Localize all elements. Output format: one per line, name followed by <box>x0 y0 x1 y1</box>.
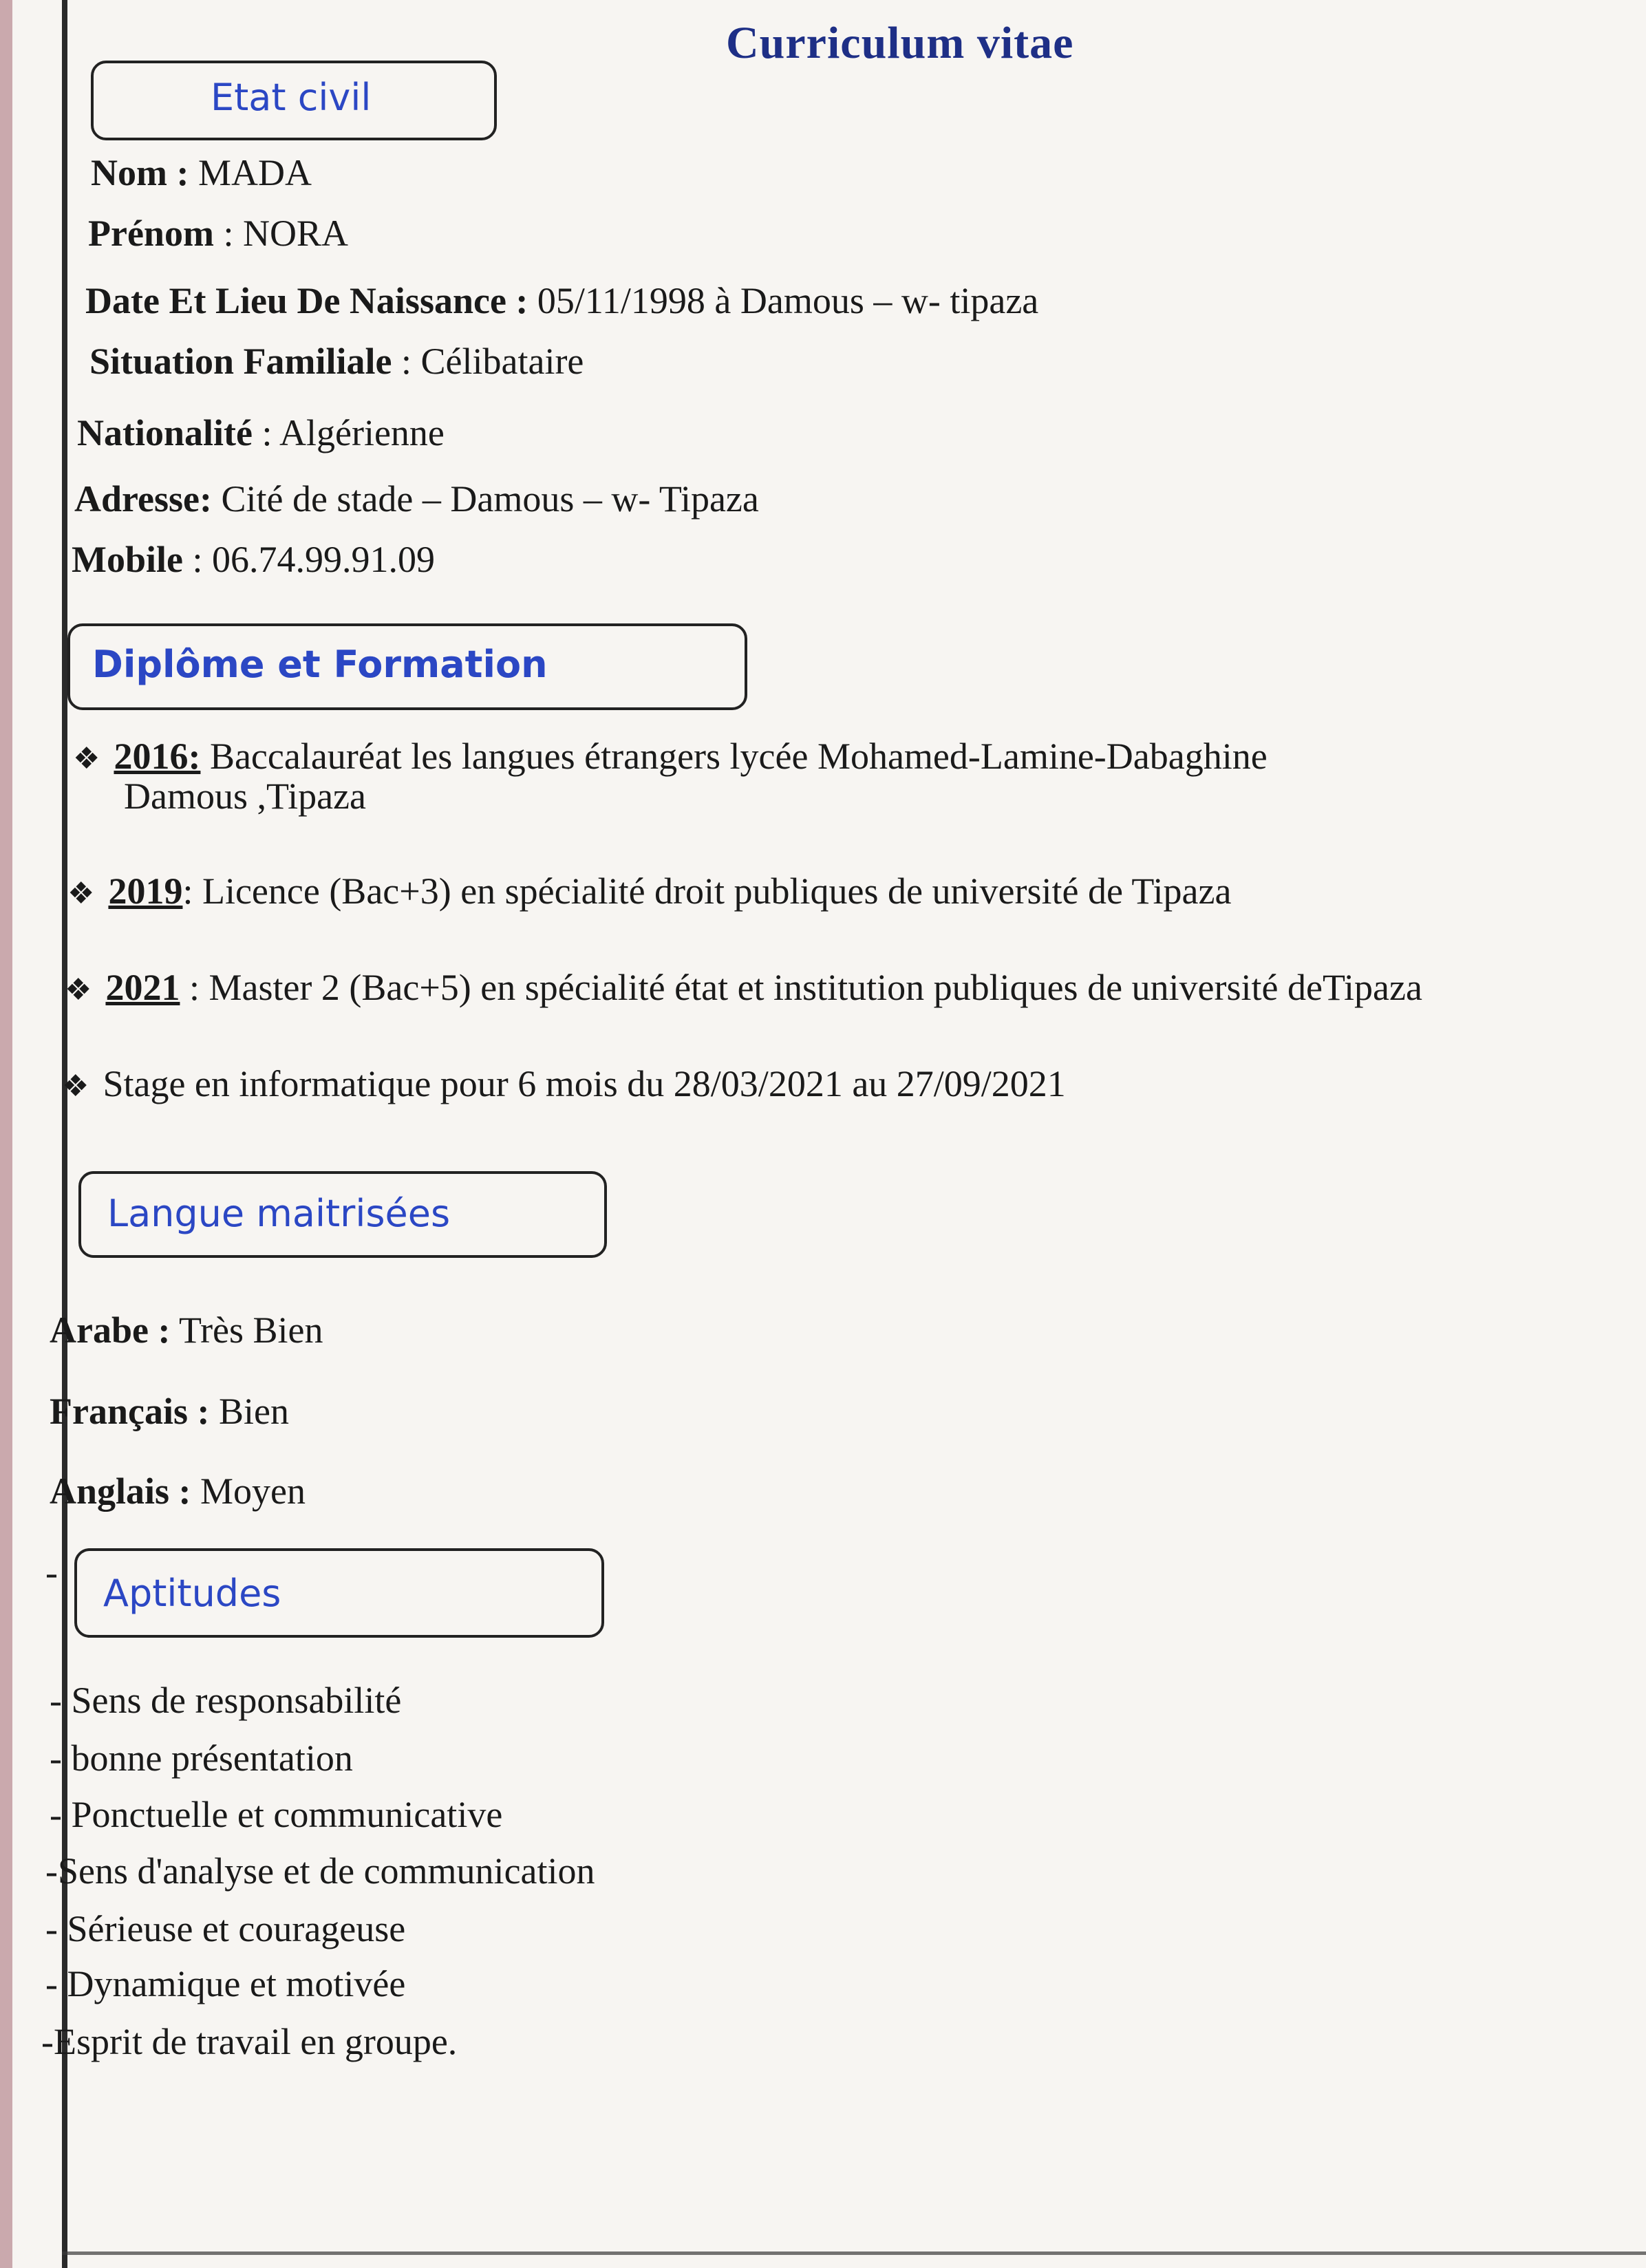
paper-edge <box>0 0 12 2268</box>
diplome-item-cont: Damous ,Tipaza <box>124 775 366 817</box>
field-nom <box>91 154 312 191</box>
aptitude-item: - Dynamique et motivée <box>45 1963 406 2004</box>
diplome-item <box>67 870 1232 912</box>
diplome-text: Stage en informatique pour 6 mois du 28/03/2021 au 27/09/2021 <box>103 1063 1066 1104</box>
field-prenom <box>88 215 348 252</box>
field-label: Situation Familiale <box>89 341 392 382</box>
aptitude-item: - Ponctuelle et communicative <box>50 1794 503 1835</box>
bullet-icon: ❖ <box>65 973 92 1007</box>
field-value: : 06.74.99.91.09 <box>182 539 435 580</box>
field-value: : Algérienne <box>252 412 445 453</box>
etat-civil-heading: Etat civil <box>211 76 372 119</box>
field-nationalite <box>77 414 445 451</box>
aptitude-item: - Sens de responsabilité <box>50 1680 402 1721</box>
field-value: 05/11/1998 à Damous – w- tipaza <box>528 280 1039 321</box>
diplome-item <box>62 1065 1066 1102</box>
langue-level: Très Bien <box>170 1309 323 1351</box>
langue-francais <box>50 1393 289 1430</box>
field-situation <box>89 343 584 380</box>
field-adresse <box>74 478 759 520</box>
langue-level: Moyen <box>191 1470 306 1512</box>
aptitude-item: -Esprit de travail en groupe. <box>41 2021 458 2062</box>
field-label: Date Et Lieu De Naissance : <box>85 280 528 321</box>
field-value: : NORA <box>213 213 348 254</box>
bullet-icon: ❖ <box>67 877 95 910</box>
langues-heading: Langue maitrisées <box>107 1192 451 1235</box>
langue-label: Arabe : <box>50 1309 171 1351</box>
diplome-year: 2016: <box>114 736 201 777</box>
diplome-item <box>65 969 1422 1006</box>
field-label: Nom : <box>91 152 189 193</box>
field-naissance <box>85 282 1038 319</box>
page-title: Curriculum vitae <box>726 18 1074 68</box>
langue-label: Anglais : <box>50 1470 191 1512</box>
field-label: Nationalité <box>77 412 253 453</box>
field-value: Cité de stade – Damous – w- Tipaza <box>211 478 759 520</box>
aptitude-item: -Sens d'analyse et de communication <box>45 1850 595 1892</box>
stray-dash: - <box>45 1552 58 1593</box>
field-label: Mobile <box>72 539 183 580</box>
diplome-year: 2019 <box>108 870 183 912</box>
aptitudes-heading: Aptitudes <box>103 1572 281 1615</box>
langue-arabe <box>50 1309 323 1351</box>
bullet-icon: ❖ <box>73 742 100 775</box>
field-value: : Célibataire <box>392 341 584 382</box>
field-label: Adresse: <box>74 478 212 520</box>
langue-label: Français : <box>50 1391 210 1432</box>
bottom-rule <box>62 2251 1646 2255</box>
langue-anglais <box>50 1470 306 1512</box>
field-label: Prénom <box>88 213 214 254</box>
diplome-item <box>73 738 1268 775</box>
diplome-heading: Diplôme et Formation <box>92 643 548 686</box>
bullet-icon: ❖ <box>62 1069 89 1103</box>
diplome-year: 2021 <box>105 967 180 1008</box>
diplome-text: Baccalauréat les langues étrangers lycée Mohamed-Lamine-Dabaghine <box>200 736 1268 777</box>
aptitude-item: - Sérieuse et courageuse <box>45 1908 406 1949</box>
aptitude-item: - bonne présentation <box>50 1737 353 1779</box>
diplome-text: : Licence (Bac+3) en spécialité droit publiques de université de Tipaza <box>182 870 1232 912</box>
diplome-text: : Master 2 (Bac+5) en spécialité état et institution publiques de université deTipaza <box>180 967 1422 1008</box>
field-mobile <box>72 541 435 578</box>
field-value: MADA <box>189 152 312 193</box>
langue-level: Bien <box>209 1391 289 1432</box>
